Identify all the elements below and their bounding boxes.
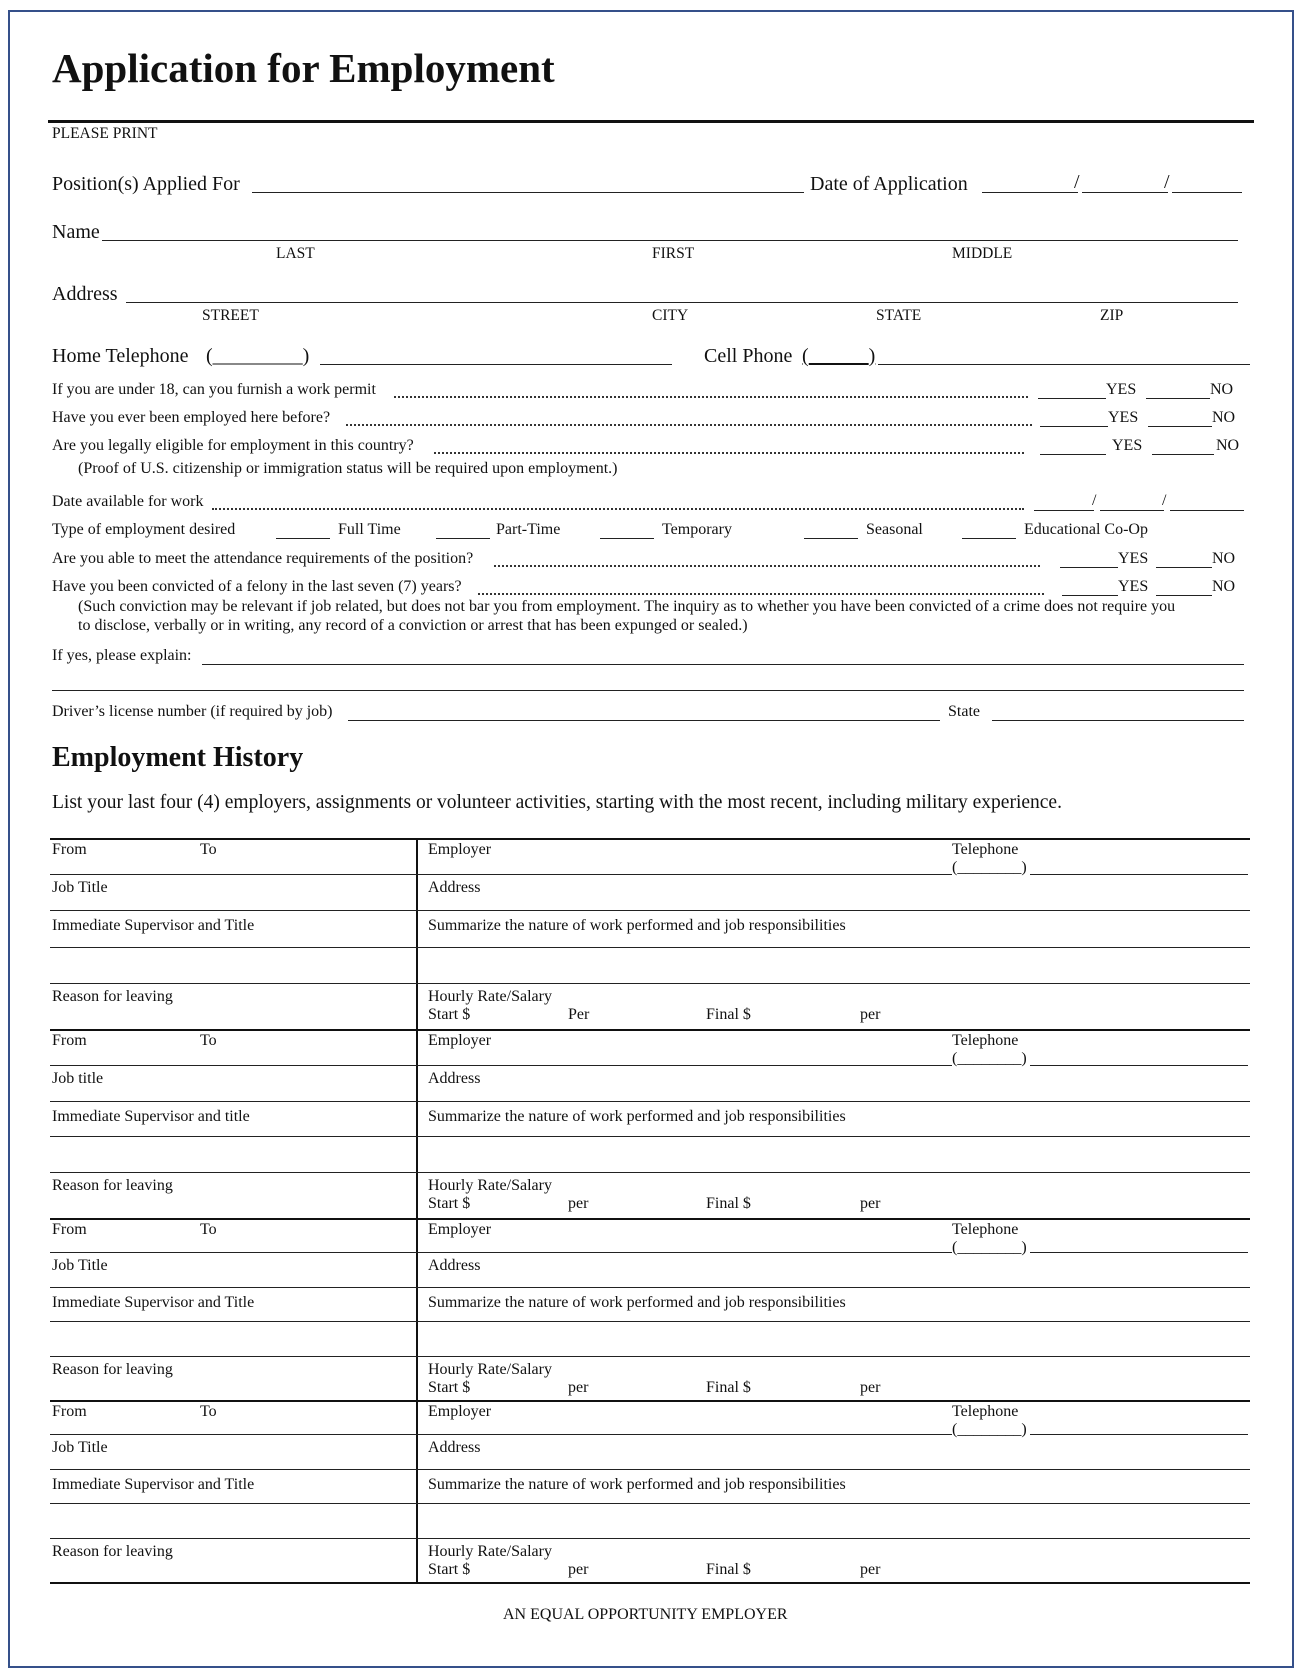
employer-1-job-title-label: Job Title <box>52 879 108 897</box>
employer-1-final-salary-label: Final $ <box>706 1005 751 1023</box>
employer-4-supervisor-label: Immediate Supervisor and Title <box>52 1475 255 1493</box>
address-city-label: CITY <box>652 307 689 324</box>
date-available-label: Date available for work <box>52 493 204 510</box>
attendance-question: Are you able to meet the attendance requirements of the position? <box>52 550 474 567</box>
full-time-checkbox[interactable] <box>276 538 330 539</box>
date-available-year-field[interactable] <box>1170 510 1244 511</box>
employer-4-telephone-label: Telephone <box>952 1403 1019 1420</box>
employer-4-telephone-field[interactable] <box>1030 1434 1248 1435</box>
employer-1-from-to-field[interactable] <box>50 874 416 875</box>
name-first-label: FIRST <box>652 245 695 262</box>
name-last-label: LAST <box>276 245 315 262</box>
employer-2-from-to-field[interactable] <box>50 1065 416 1066</box>
drivers-license-label: Driver’s license number (if required by job) <box>52 703 333 720</box>
felony-yes-field[interactable] <box>1062 595 1118 596</box>
explain-field[interactable] <box>202 664 1244 665</box>
employer-1-summary-field-line2[interactable] <box>50 983 1250 984</box>
employer-2-address-label: Address <box>428 1069 481 1087</box>
address-label: Address <box>52 283 118 305</box>
seasonal-label: Seasonal <box>866 521 923 538</box>
employer-2-telephone-field[interactable] <box>1030 1065 1248 1066</box>
employer-4-from-label: From <box>52 1403 87 1420</box>
please-print-label: PLEASE PRINT <box>52 125 158 142</box>
employer-1-supervisor-summary-field[interactable] <box>50 947 1250 948</box>
legally-eligible-no-field[interactable] <box>1152 454 1214 455</box>
work-permit-no-field[interactable] <box>1146 398 1210 399</box>
employer-3-telephone-area-code[interactable]: (________) <box>952 1239 1027 1256</box>
employer-4-final-salary-label: Final $ <box>706 1560 751 1578</box>
employment-history-intro: List your last four (4) employers, assignments or volunteer activities, starting with the most recent, including military experience. <box>52 792 1062 813</box>
employer-4-rate-label: Hourly Rate/Salary <box>428 1542 552 1560</box>
address-state-label: STATE <box>876 307 922 324</box>
employed-before-yes-field[interactable] <box>1040 426 1108 427</box>
employment-history-heading: Employment History <box>52 742 304 773</box>
employer-2-supervisor-summary-field[interactable] <box>50 1136 1250 1137</box>
employer-2-start-salary-label: Start $ <box>428 1195 471 1213</box>
date-month-field[interactable] <box>982 192 1078 193</box>
employer-3-from-to-field[interactable] <box>50 1252 416 1253</box>
employer-4-summary-field-line2[interactable] <box>50 1538 1250 1539</box>
date-available-day-field[interactable] <box>1100 510 1164 511</box>
explain-label: If yes, please explain: <box>52 647 192 664</box>
employer-3-telephone-field[interactable] <box>1030 1252 1248 1253</box>
employer-3-address-field[interactable] <box>416 1287 1250 1288</box>
employer-1-start-salary-label: Start $ <box>428 1005 471 1023</box>
license-state-label: State <box>948 703 980 720</box>
employer-4-address-field[interactable] <box>416 1469 1250 1470</box>
employer-1-telephone-field[interactable] <box>1030 874 1248 875</box>
employer-2-column-divider <box>416 1029 418 1218</box>
address-field[interactable] <box>126 302 1238 303</box>
employer-4-bottom-rule <box>50 1582 1250 1584</box>
attendance-no-field[interactable] <box>1156 567 1212 568</box>
drivers-license-field[interactable] <box>348 720 940 721</box>
home-telephone-field[interactable] <box>320 364 672 365</box>
part-time-checkbox[interactable] <box>436 538 490 539</box>
employer-3-employer-label: Employer <box>428 1221 492 1238</box>
date-available-month-field[interactable] <box>1034 510 1094 511</box>
employer-2-summary-field-line2[interactable] <box>50 1172 1250 1173</box>
employer-2-address-field[interactable] <box>416 1101 1250 1102</box>
explain-field-line2[interactable] <box>52 690 1244 691</box>
employer-4-job-title-label: Job Title <box>52 1439 108 1457</box>
employer-2-start-per-label: per <box>568 1195 589 1213</box>
cell-phone-field[interactable] <box>878 364 1250 365</box>
employer-3-start-salary-label: Start $ <box>428 1378 471 1396</box>
educational-co-op-checkbox[interactable] <box>962 538 1016 539</box>
employer-2-summary-label: Summarize the nature of work performed and job responsibilities <box>428 1107 846 1125</box>
application-form-page: Application for Employment PLEASE PRINT Position(s) Applied For Date of Application / / Name LAST FIRST MIDDLE Address STREET CITY STATE ZIP Home Telephone (_________) Cell Phone (______) If you are under 18, can you furnish a work permit YES NO Have you ever been employed here before? YES NO Are you legally eligible for employment in this country? YES NO (Proof of U.S. citizenship or immigration status will be required upon employment.) Date available for work / / Type of employment desired Full Time Part-Time Temporary Seasonal Educational Co-Op Are you able to meet the attendance requirements of the position? YES NO Have you been convicted of a felony in the last seven (7) years? YES NO (Such conviction may be relevant if job related, but does not bar you from employment. The inquiry as to whether you have been convicted of a crime does not require you to disclose, verbally or in writing, any record of a conviction or arrest that has been expunged or sealed.) If yes, please explain: Driver’s license number (if required by job) State Employment History List your last four (4) employers, assignments or volunteer activities, starting with the most recent, including military experience. From To Employer Telephone (________) Job Title Address Immediate Supervisor and Title Summarize the nature of work performed and job responsibilities Reason for leaving Hourly Rate/Salary Start $ Per Final $ per From To Employer Telephone (________) Job title Address Immediate Supervisor and title Summarize the nature of work performed and job responsibilities Reason for leaving Hourly Rate/Salary Start $ per Final $ per From To Employer Telephone (________) Job Title Address Immediate Supervisor and Title Summarize the nature of work performed and job responsibilities Reason for leaving Hourly Rate/Salary Start $ per Final $ per From To Employer Telephone (________) Job Title Address Immediate Supervisor and Title Summarize the nature of work performed and job responsibilities Reason for leaving Hourly Rate/Salary Start $ per Final $ per AN EQUAL OPPORTUNITY EMPLOYER <box>0 0 1304 1679</box>
employer-2-final-per-label: per <box>860 1195 881 1213</box>
employer-1-rate-label: Hourly Rate/Salary <box>428 987 552 1005</box>
seasonal-checkbox[interactable] <box>804 538 858 539</box>
employer-1-to-label: To <box>200 841 217 858</box>
employer-1-from-label: From <box>52 841 87 858</box>
footer-eoe: AN EQUAL OPPORTUNITY EMPLOYER <box>503 1606 788 1623</box>
work-permit-question: If you are under 18, can you furnish a work permit <box>52 381 376 398</box>
employment-type-label: Type of employment desired <box>52 521 236 538</box>
attendance-yes-field[interactable] <box>1060 567 1118 568</box>
employer-3-to-label: To <box>200 1221 217 1238</box>
employer-4-telephone-area-code[interactable]: (________) <box>952 1421 1027 1438</box>
employer-2-from-label: From <box>52 1032 87 1049</box>
employer-4-from-to-field[interactable] <box>50 1434 416 1435</box>
employer-3-telephone-label: Telephone <box>952 1221 1019 1238</box>
employer-3-summary-field-line2[interactable] <box>50 1356 1250 1357</box>
employer-2-bottom-rule <box>50 1218 1250 1220</box>
name-middle-label: MIDDLE <box>952 245 1013 262</box>
form-title: Application for Employment <box>52 45 555 91</box>
position-label: Position(s) Applied For <box>52 173 240 195</box>
felony-note-line1: (Such conviction may be relevant if job related, but does not bar you from employment. The inquiry as to whether you have been convicted of a crime does not require you <box>78 598 1176 615</box>
employer-4-summary-label: Summarize the nature of work performed and job responsibilities <box>428 1475 846 1493</box>
employer-3-final-salary-label: Final $ <box>706 1378 751 1396</box>
employer-2-employer-label: Employer <box>428 1032 492 1049</box>
employer-1-employer-label: Employer <box>428 841 492 858</box>
employer-3-supervisor-summary-field[interactable] <box>50 1321 1250 1322</box>
employer-1-telephone-area-code[interactable]: (________) <box>952 859 1027 876</box>
employer-1-telephone-label: Telephone <box>952 841 1019 858</box>
employer-1-employer-field[interactable] <box>416 874 952 875</box>
employer-2-to-label: To <box>200 1032 217 1049</box>
employer-2-reason-label: Reason for leaving <box>52 1177 173 1195</box>
employer-1-summary-label: Summarize the nature of work performed and job responsibilities <box>428 917 846 935</box>
employer-1-supervisor-label: Immediate Supervisor and Title <box>52 917 255 935</box>
employer-2-supervisor-label: Immediate Supervisor and title <box>52 1107 250 1125</box>
position-field[interactable] <box>252 192 804 193</box>
employer-4-to-label: To <box>200 1403 217 1420</box>
felony-question: Have you been convicted of a felony in the last seven (7) years? <box>52 578 462 595</box>
name-label: Name <box>52 221 100 243</box>
employer-4-employer-label: Employer <box>428 1403 492 1420</box>
full-time-label: Full Time <box>338 521 401 538</box>
cell-area-code-field[interactable]: (______) <box>802 345 876 367</box>
employer-3-reason-label: Reason for leaving <box>52 1360 173 1378</box>
license-state-field[interactable] <box>992 720 1244 721</box>
employer-4-supervisor-summary-field[interactable] <box>50 1503 1250 1504</box>
employer-3-start-per-label: per <box>568 1378 589 1396</box>
employer-1-start-per-label: Per <box>568 1005 590 1023</box>
employer-1-bottom-rule <box>50 1029 1250 1031</box>
employer-3-rate-label: Hourly Rate/Salary <box>428 1360 552 1378</box>
employer-3-employer-field[interactable] <box>416 1252 952 1253</box>
employer-2-telephone-label: Telephone <box>952 1032 1019 1049</box>
employer-1-reason-label: Reason for leaving <box>52 987 173 1005</box>
employer-4-job-title-field[interactable] <box>50 1469 416 1470</box>
employer-3-from-label: From <box>52 1221 87 1238</box>
table-top-rule <box>50 838 1250 840</box>
employed-before-question: Have you ever been employed here before? <box>52 409 331 426</box>
felony-no-field[interactable] <box>1156 595 1212 596</box>
employer-3-job-title-field[interactable] <box>50 1287 416 1288</box>
employer-3-final-per-label: per <box>860 1378 881 1396</box>
proof-note: (Proof of U.S. citizenship or immigration status will be required upon employment.) <box>78 460 618 477</box>
employer-3-address-label: Address <box>428 1257 481 1275</box>
title-rule <box>48 120 1254 123</box>
employer-2-job-title-label: Job title <box>52 1069 104 1087</box>
employer-4-column-divider <box>416 1400 418 1582</box>
employer-3-summary-label: Summarize the nature of work performed and job responsibilities <box>428 1293 846 1311</box>
employer-3-bottom-rule <box>50 1400 1250 1402</box>
legally-eligible-yes-field[interactable] <box>1040 454 1106 455</box>
employer-1-address-label: Address <box>428 879 481 897</box>
employer-4-start-salary-label: Start $ <box>428 1560 471 1578</box>
employer-1-column-divider <box>416 838 418 1029</box>
cell-phone-label: Cell Phone <box>704 345 793 367</box>
employer-4-reason-label: Reason for leaving <box>52 1542 173 1560</box>
employer-2-telephone-area-code[interactable]: (________) <box>952 1050 1027 1067</box>
educational-co-op-label: Educational Co-Op <box>1024 521 1148 538</box>
home-area-code-field[interactable]: (_________) <box>206 345 310 367</box>
employer-2-rate-label: Hourly Rate/Salary <box>428 1177 552 1195</box>
employer-3-column-divider <box>416 1218 418 1400</box>
employer-1-job-title-field[interactable] <box>50 910 416 911</box>
date-year-field[interactable] <box>1172 192 1242 193</box>
employer-4-employer-field[interactable] <box>416 1434 952 1435</box>
home-telephone-label: Home Telephone <box>52 345 189 367</box>
temporary-label: Temporary <box>662 521 732 538</box>
temporary-checkbox[interactable] <box>600 538 654 539</box>
part-time-label: Part-Time <box>496 521 561 538</box>
employer-2-employer-field[interactable] <box>416 1065 952 1066</box>
address-street-label: STREET <box>202 307 259 324</box>
employer-2-job-title-field[interactable] <box>50 1101 416 1102</box>
employer-4-address-label: Address <box>428 1439 481 1457</box>
employer-1-final-per-label: per <box>860 1005 881 1023</box>
legally-eligible-question: Are you legally eligible for employment in this country? <box>52 437 414 454</box>
employer-2-final-salary-label: Final $ <box>706 1195 751 1213</box>
employer-1-address-field[interactable] <box>416 910 1250 911</box>
employer-4-start-per-label: per <box>568 1560 589 1578</box>
employer-3-supervisor-label: Immediate Supervisor and Title <box>52 1293 255 1311</box>
employed-before-no-field[interactable] <box>1148 426 1212 427</box>
date-day-field[interactable] <box>1082 192 1168 193</box>
felony-note-line2: to disclose, verbally or in writing, any record of a conviction or arrest that has been expunged or sealed.) <box>78 617 748 634</box>
employer-3-job-title-label: Job Title <box>52 1257 108 1275</box>
date-of-application-label: Date of Application <box>810 173 968 195</box>
address-zip-label: ZIP <box>1100 307 1124 324</box>
name-field[interactable] <box>102 240 1238 241</box>
employer-4-final-per-label: per <box>860 1560 881 1578</box>
work-permit-yes-field[interactable] <box>1038 398 1106 399</box>
